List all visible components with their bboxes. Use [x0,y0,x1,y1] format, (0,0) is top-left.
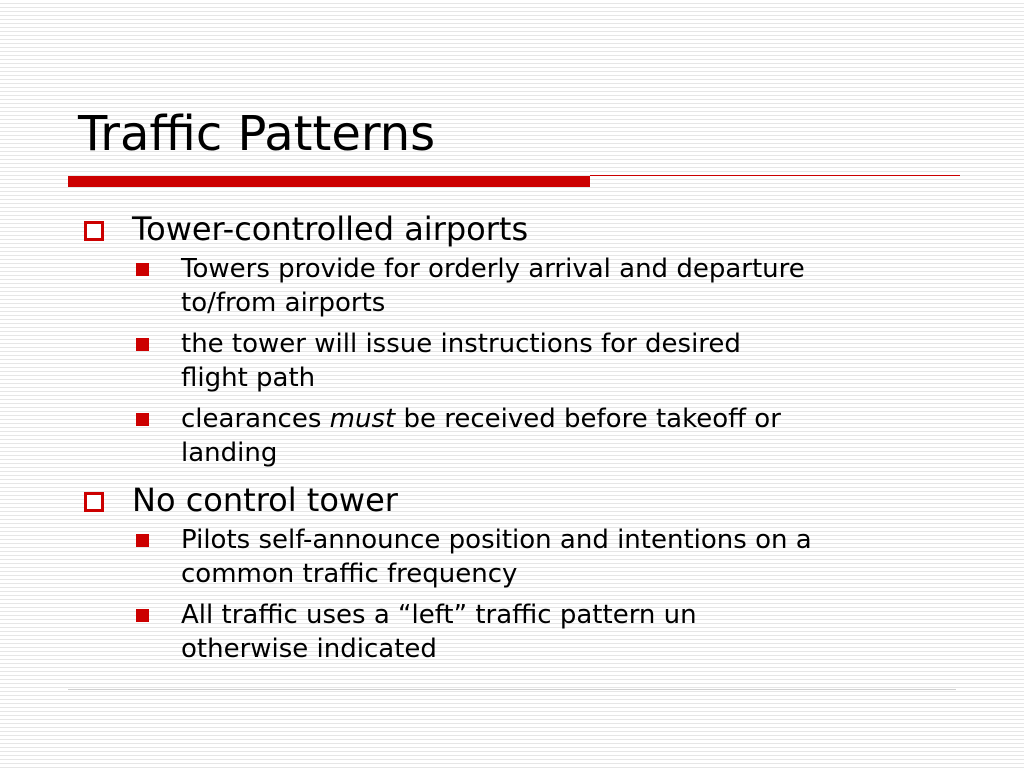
slide-title: Traffic Patterns [78,106,436,162]
bullet-text-line [181,402,964,436]
text-segment: be received before takeoff or [395,404,781,434]
filled-square-bullet-icon [136,413,149,426]
bullet-text-line: Pilots self-announce position and intentions on a [181,525,812,555]
slide-body [0,206,1024,673]
filled-square-bullet-icon [136,263,149,276]
bullet-text-line: flight path [181,363,316,393]
bullet-level2 [0,327,1024,395]
emphasis-text: must [329,404,396,434]
footer-divider [68,689,956,690]
filled-square-bullet-icon [136,534,149,547]
bullet-level2 [0,402,1024,470]
bullet-level2 [0,252,1024,320]
filled-square-bullet-icon [136,338,149,351]
hollow-square-bullet-icon [84,492,104,512]
bullet-heading-text: Tower-controlled airports [132,210,529,248]
bullet-text-line: All traffic uses a “left” traffic pattern un [181,600,697,630]
bullet-level1 [0,477,1024,523]
bullet-text-line: common traffic frequency [181,559,518,589]
bullet-level2 [0,523,1024,591]
bullet-text-line: landing [181,438,278,468]
hollow-square-bullet-icon [84,221,104,241]
title-underline-thick [68,176,590,187]
title-underline-thin [590,175,960,176]
text-segment: clearances [181,404,330,434]
bullet-text-line: to/from airports [181,288,386,318]
filled-square-bullet-icon [136,609,149,622]
bullet-text-line: the tower will issue instructions for desired [181,329,741,359]
bullet-text-line: Towers provide for orderly arrival and departure [181,254,805,284]
bullet-level1 [0,206,1024,252]
bullet-level2 [0,598,1024,666]
bullet-heading-text: No control tower [132,481,398,519]
bullet-text-line: otherwise indicated [181,634,437,664]
